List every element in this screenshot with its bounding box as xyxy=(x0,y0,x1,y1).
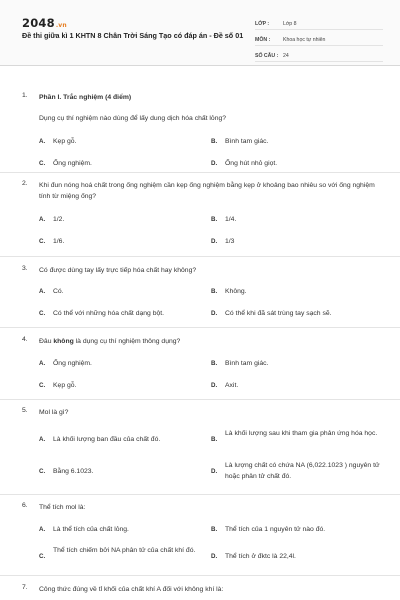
option-text: Ống nghiệm. xyxy=(53,160,92,167)
logo-main-text: 2048 xyxy=(22,16,55,30)
meta-value: Khoa học tự nhiên xyxy=(283,37,326,43)
option-text: 1/3 xyxy=(225,238,235,245)
option-letter: D. xyxy=(211,468,218,475)
option-letter: A. xyxy=(39,288,46,295)
option-letter: D. xyxy=(211,238,218,245)
question-number: 7. xyxy=(22,584,28,591)
meta-value: 24 xyxy=(283,53,289,59)
option-letter: C. xyxy=(39,160,46,167)
option-text: Là khối lượng sau khi tham gia phản ứng hóa học. xyxy=(225,430,378,437)
option-letter: B. xyxy=(211,360,218,367)
option-letter: A. xyxy=(39,360,46,367)
option-letter: C. xyxy=(39,238,46,245)
question-number: 5. xyxy=(22,407,28,414)
document-title: Đề thi giữa kì 1 KHTN 8 Chân Trời Sáng Tạo có đáp án - Đề số 01 xyxy=(22,31,244,40)
question-text: Mol là gì? xyxy=(39,409,69,416)
option-letter: A. xyxy=(39,216,46,223)
question-text: Công thức đúng về tỉ khối của chất khí A đối với không khí là: xyxy=(39,586,224,593)
option-text: Ống nghiệm. xyxy=(53,360,92,367)
question-text: Dụng cụ thí nghiệm nào dùng để lấy dung dịch hóa chất lỏng? xyxy=(39,115,227,122)
option-letter: B. xyxy=(211,138,218,145)
option-letter: C. xyxy=(39,468,46,475)
question-divider xyxy=(0,494,400,495)
question-number: 1. xyxy=(22,92,28,99)
question-divider xyxy=(0,575,400,576)
meta-label: MÔN : xyxy=(255,37,271,43)
option-text: Thể tích ở đktc là 22,4l. xyxy=(225,553,296,560)
option-text: Bằng 6.1023. xyxy=(53,468,94,475)
question-number: 6. xyxy=(22,502,28,509)
option-text: Không. xyxy=(225,288,247,295)
option-text: Thể tích chiếm bởi NA phân tử của chất khí đó. xyxy=(53,547,196,554)
option-letter: B. xyxy=(211,526,218,533)
question-text: Thể tích mol là: xyxy=(39,504,86,511)
question-text-end: là dụng cụ thí nghiệm thông dụng? xyxy=(73,338,181,345)
option-letter: D. xyxy=(211,310,218,317)
option-letter: C. xyxy=(39,310,46,317)
meta-label: SỐ CÂU : xyxy=(255,53,279,59)
option-text: Là khối lượng ban đầu của chất đó. xyxy=(53,436,161,443)
meta-row-subject xyxy=(255,30,383,46)
question-number: 4. xyxy=(22,336,28,343)
option-text: Bình tam giác. xyxy=(225,360,269,367)
meta-row-class xyxy=(255,14,383,30)
question-text-emphasis: không xyxy=(53,338,74,345)
logo-tld-text: .vn xyxy=(55,22,67,29)
option-letter: D. xyxy=(211,553,218,560)
question-divider xyxy=(0,256,400,257)
option-text: Thể tích của 1 nguyên tử nào đó. xyxy=(225,526,326,533)
document-meta xyxy=(255,14,383,62)
option-letter: D. xyxy=(211,160,218,167)
meta-label: LỚP : xyxy=(255,21,270,27)
option-letter: B. xyxy=(211,288,218,295)
option-letter: D. xyxy=(211,382,218,389)
option-text: Bình tam giác. xyxy=(225,138,269,145)
question-divider xyxy=(0,399,400,400)
option-letter: A. xyxy=(39,436,46,443)
option-text: 1/6. xyxy=(53,238,65,245)
option-text: Kẹp gỗ. xyxy=(53,382,77,389)
option-letter: C. xyxy=(39,553,46,560)
meta-row-count xyxy=(255,46,383,62)
option-text: Có. xyxy=(53,288,64,295)
site-logo[interactable] xyxy=(22,16,67,30)
document-header xyxy=(0,0,400,66)
meta-value: Lớp 8 xyxy=(283,21,297,27)
question-text: Có được dùng tay lấy trực tiếp hóa chất hay không? xyxy=(39,267,197,274)
question-text-start: Đâu xyxy=(39,338,54,345)
option-letter: C. xyxy=(39,382,46,389)
option-text: 1/2. xyxy=(53,216,65,223)
option-letter: A. xyxy=(39,138,46,145)
question-divider xyxy=(0,172,400,173)
section-title: Phần I. Trắc nghiệm (4 điểm) xyxy=(39,94,132,101)
option-text: 1/4. xyxy=(225,216,237,223)
option-text: Là thể tích của chất lỏng. xyxy=(53,526,129,533)
option-text: Có thể khi đã sát trùng tay sạch sẽ. xyxy=(225,310,332,317)
option-letter: B. xyxy=(211,436,218,443)
question-text: Khi đun nóng hoá chất trong ống nghiệm cần kẹp ống nghiệm bằng kẹp ở khoảng bao nhiêu so với ống nghiệm tính từ miệng ống? xyxy=(39,182,375,200)
option-text: Kẹp gỗ. xyxy=(53,138,77,145)
question-text xyxy=(39,336,379,347)
question-number: 3. xyxy=(22,265,28,272)
question-number: 2. xyxy=(22,180,28,187)
option-text: Ống hút nhỏ giọt. xyxy=(225,160,278,167)
option-text: Axit. xyxy=(225,382,239,389)
option-letter: B. xyxy=(211,216,218,223)
option-letter: A. xyxy=(39,526,46,533)
question-divider xyxy=(0,327,400,328)
option-text: Có thể với những hóa chất dạng bột. xyxy=(53,310,165,317)
option-text: Là lượng chất có chứa NA (6,022.1023 ) nguyên tử hoặc phân tử chất đó. xyxy=(225,462,380,480)
